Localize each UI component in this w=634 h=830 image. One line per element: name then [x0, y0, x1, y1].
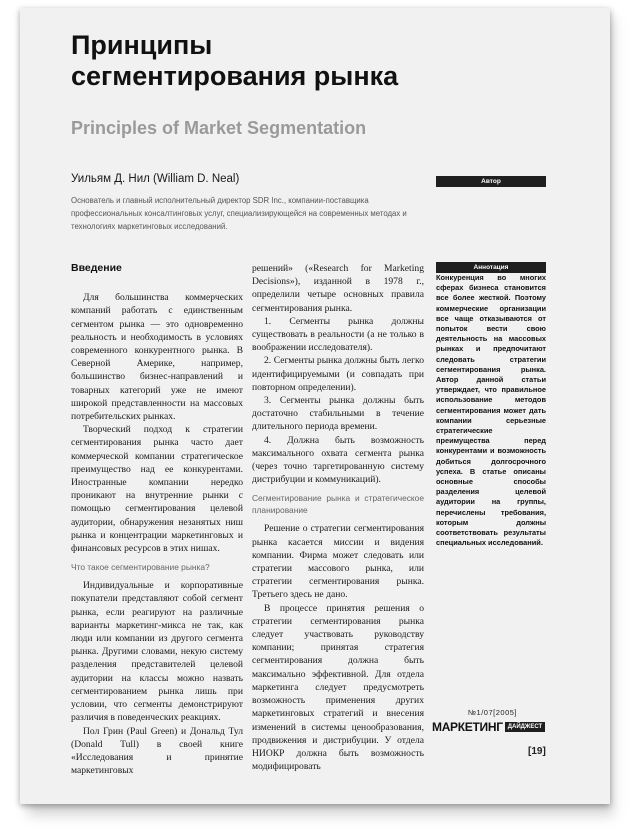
section-heading: Введение	[71, 262, 122, 274]
abstract-label: Аннотация	[436, 262, 546, 273]
paragraph: Пол Грин (Paul Green) и Дональд Тул (Donald Tull) в своей книге «Исследования и принятие маркетинговых	[71, 725, 243, 777]
list-item: 1. Сегменты рынка должны существовать в реальности (а не только в воображении исследователя).	[252, 315, 424, 354]
author-affiliation: Основатель и главный исполнительный директор SDR Inc., компании-поставщика профессиональных консалтинговых услуг, специализирующейся на современных методах и технологиях маркетинговых исследований.	[71, 196, 407, 231]
logo-main-text: МАРКЕТИНГ	[432, 720, 503, 734]
subsection-heading: Сегментирование рынка и стратегическое планирование	[252, 493, 424, 516]
author-name: Уильям Д. Нил (William D. Neal)	[71, 173, 240, 185]
issue-number: №1/07[2005]	[468, 708, 517, 717]
paragraph: В процессе принятия решения о стратегии сегментирования рынка следует участвовать руководству компании; принятая стратегия сегментирования должна быть максимально эффективной. Для отдела маркетинга следует предусмотреть возможность применения других маркетинговых стратегий и внесения изменений в системы ценообразования, продвижения и дистрибуции. У отдела НИОКР должна быть возможность модифицировать	[252, 602, 424, 773]
text-column-left	[71, 262, 243, 777]
paragraph: решений» («Research for Marketing Decisions»), изданной в 1978 г., определили четыре основных правила сегментирования рынка.	[252, 263, 424, 314]
page-number: [19]	[528, 746, 546, 757]
logo-sub-text: ДАЙДЖЕСТ	[505, 722, 545, 732]
magazine-logo	[432, 719, 545, 735]
article-title-en: Principles of Market Segmentation	[71, 118, 367, 138]
text-column-right	[252, 262, 424, 773]
article-title-ru: Принципы сегментирования рынка	[71, 30, 399, 91]
list-item: 2. Сегменты рынка должны быть легко идентифицируемыми (и совпадать при повторном определении).	[252, 355, 424, 393]
paragraph: Для большинства коммерческих компаний работать с единственным сегментом рынка — это одновременно реальность и необходимость в условиях современного конкурентного рынка. В Северной Америке, например, большинство бизнес-направлений и товарных категорий уже не имеют широкой представленности на массовых потребительских рынках.	[71, 292, 243, 423]
list-item: 3. Сегменты рынка должны быть достаточно стабильными в течение длительного периода времени.	[252, 395, 424, 433]
author-label: Автор	[436, 176, 546, 187]
subsection-heading: Что такое сегментирование рынка?	[71, 562, 210, 573]
paragraph: Индивидуальные и корпоративные покупатели представляют собой сегмент рынка, если реагируют на различные варианты маркетинг-микса не так, как люди или компании из другого сегмента рынка. Другими словами, некую систему разделения представителей целевой аудитории на классы можно назвать сегментированием рынка лишь при условии, что сегменты демонстрируют различия в поведенческих реакциях.	[71, 580, 243, 724]
paragraph: Творческий подход к стратегии сегментирования рынка часто дает коммерческой компании стратегическое преимущество над ее конкурентами. Иностранные компании нередко проникают на внутренние рынки с помощью сегментирования целевой аудитории, обнаружения незанятых ниш рынка и концентрации маркетинговых и финансовых ресурсов в этих нишах.	[71, 424, 243, 555]
list-item: 4. Должна быть возможность максимального охвата сегмента рынка (через точно таргетированную систему дистрибуции и коммуникаций).	[252, 434, 424, 486]
abstract-text: Конкуренция во многих сферах бизнеса становится все более жесткой. Поэтому коммерческие организации все чаще отказываются от попыток вести свою деятельность на массовых рынках и предпочитают следовать стратегии сегментирования рынка. Автор данной статьи утверждает, что правильное использование методов сегментирования может дать компании серьезные стратегические преимущества перед конкурентами и возможность добиться долгосрочного успеха. В статье описаны основные способы разделения целевой аудитории на группы, перечислены требования, которым должны соответствовать результаты специальных исследований.	[436, 273, 546, 548]
paragraph: Решение о стратегии сегментирования рынка касается миссии и видения компании. Фирма может следовать или стратегии массового рынка, или стратегии сегментирования рынка. Третьего здесь не дано.	[252, 523, 424, 601]
